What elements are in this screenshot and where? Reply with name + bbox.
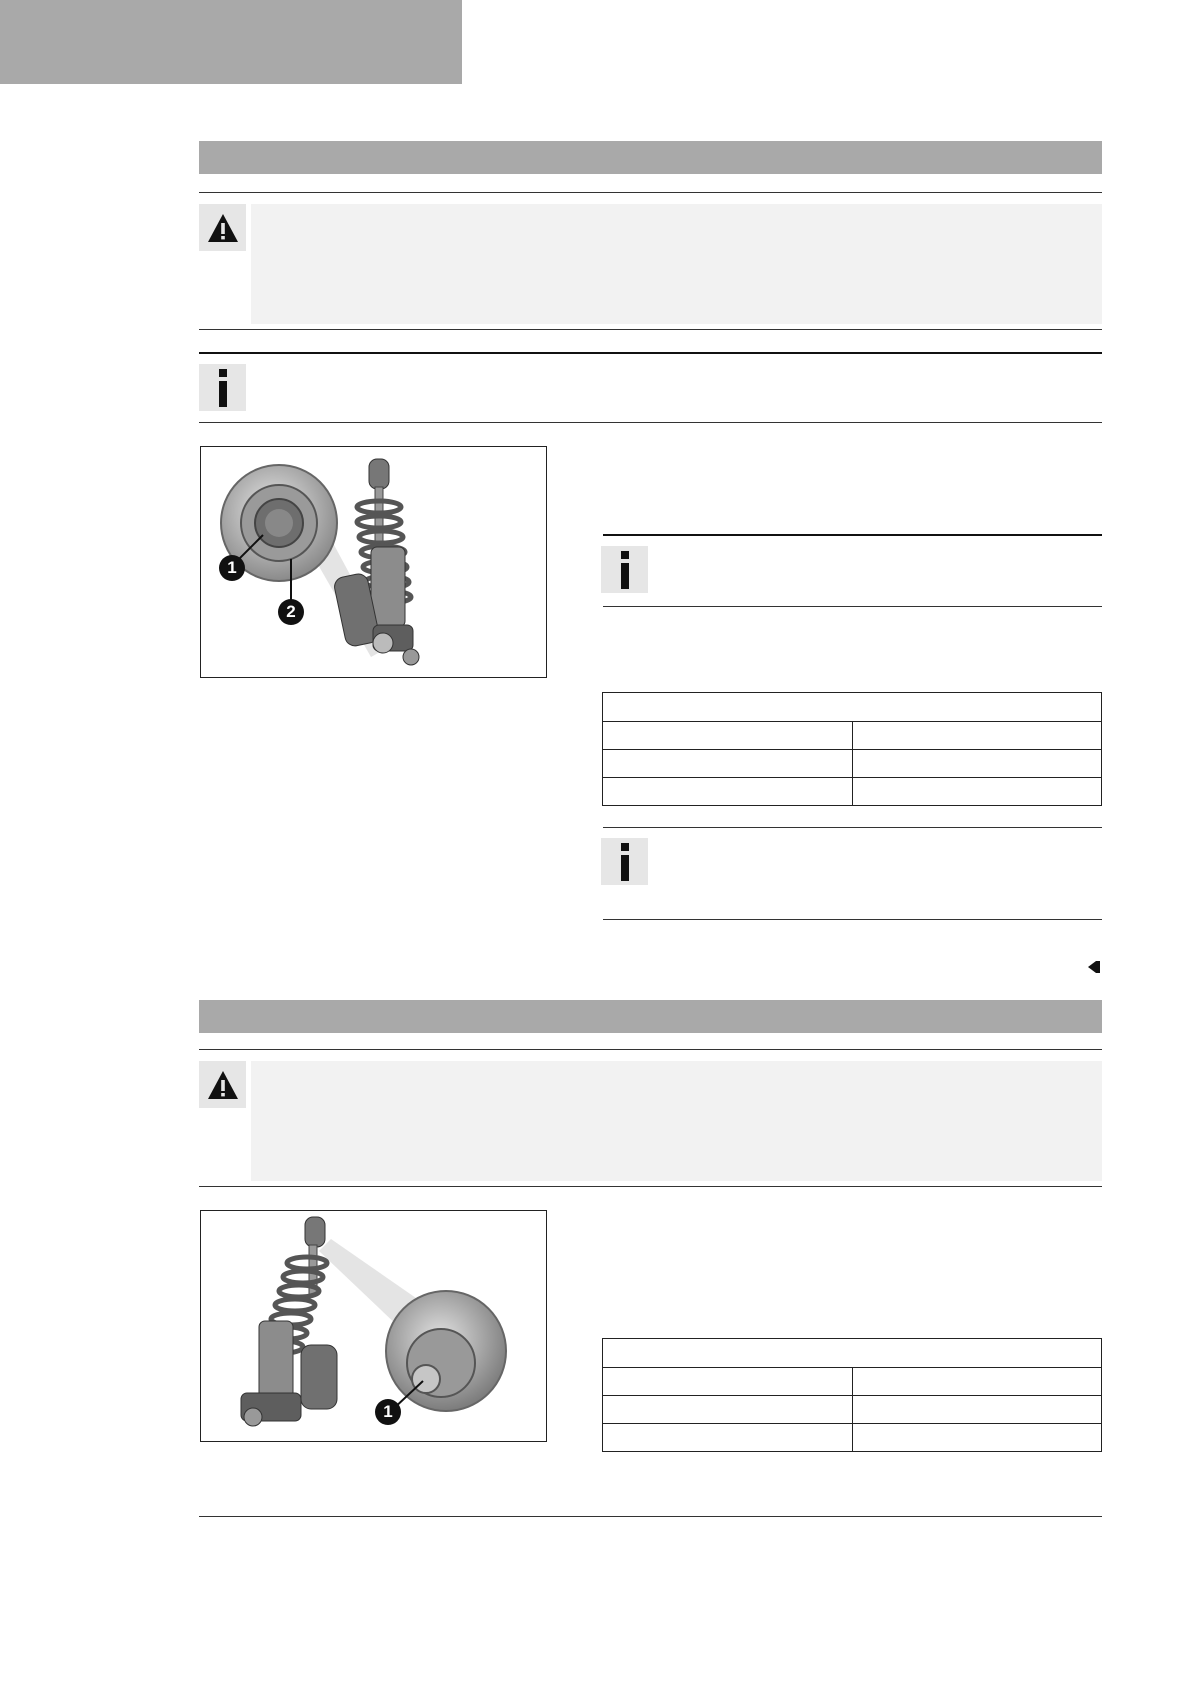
info-icon <box>617 551 633 589</box>
warning-content-box <box>251 1061 1102 1181</box>
table-cell <box>853 722 1102 750</box>
divider <box>603 827 1102 828</box>
spec-table-1 <box>602 692 1102 806</box>
table-header <box>603 1339 1102 1368</box>
shock-absorber-figure-2 <box>200 1210 547 1442</box>
table-header <box>603 693 1102 722</box>
table-cell <box>603 722 853 750</box>
divider <box>199 422 1102 423</box>
info-icon-tile <box>601 546 648 593</box>
section-heading-bar <box>199 1000 1102 1033</box>
table-cell <box>853 1396 1102 1424</box>
table-cell <box>853 778 1102 806</box>
table-cell <box>853 1368 1102 1396</box>
warning-icon-tile <box>199 1061 246 1108</box>
warning-content-box <box>251 204 1102 324</box>
shock-absorber-illustration <box>201 447 546 677</box>
spec-table-2 <box>602 1338 1102 1452</box>
divider <box>199 1186 1102 1187</box>
table-cell <box>853 1424 1102 1452</box>
info-icon-tile <box>601 838 648 885</box>
table-cell <box>603 778 853 806</box>
divider <box>199 1049 1102 1050</box>
divider <box>199 352 1102 354</box>
shock-absorber-figure-1 <box>200 446 547 678</box>
warning-icon-tile <box>199 204 246 251</box>
info-icon <box>215 369 231 407</box>
table-cell <box>603 750 853 778</box>
divider <box>199 192 1102 193</box>
shock-absorber-illustration <box>201 1211 546 1441</box>
footer-divider <box>199 1516 1102 1517</box>
table-cell <box>603 1396 853 1424</box>
section-heading-bar <box>199 141 1102 174</box>
callout-1: 1 <box>219 555 245 581</box>
divider <box>603 534 1102 536</box>
info-icon-tile <box>199 364 246 411</box>
warning-triangle-icon <box>206 1069 240 1101</box>
warning-triangle-icon <box>206 212 240 244</box>
table-cell <box>853 750 1102 778</box>
end-of-section-marker <box>1088 961 1100 973</box>
callout-2: 2 <box>278 599 304 625</box>
table-cell <box>603 1368 853 1396</box>
table-cell <box>603 1424 853 1452</box>
header-tab <box>0 0 462 84</box>
divider <box>199 329 1102 330</box>
info-icon <box>617 843 633 881</box>
divider <box>603 919 1102 920</box>
callout-1: 1 <box>375 1399 401 1425</box>
divider <box>603 606 1102 607</box>
